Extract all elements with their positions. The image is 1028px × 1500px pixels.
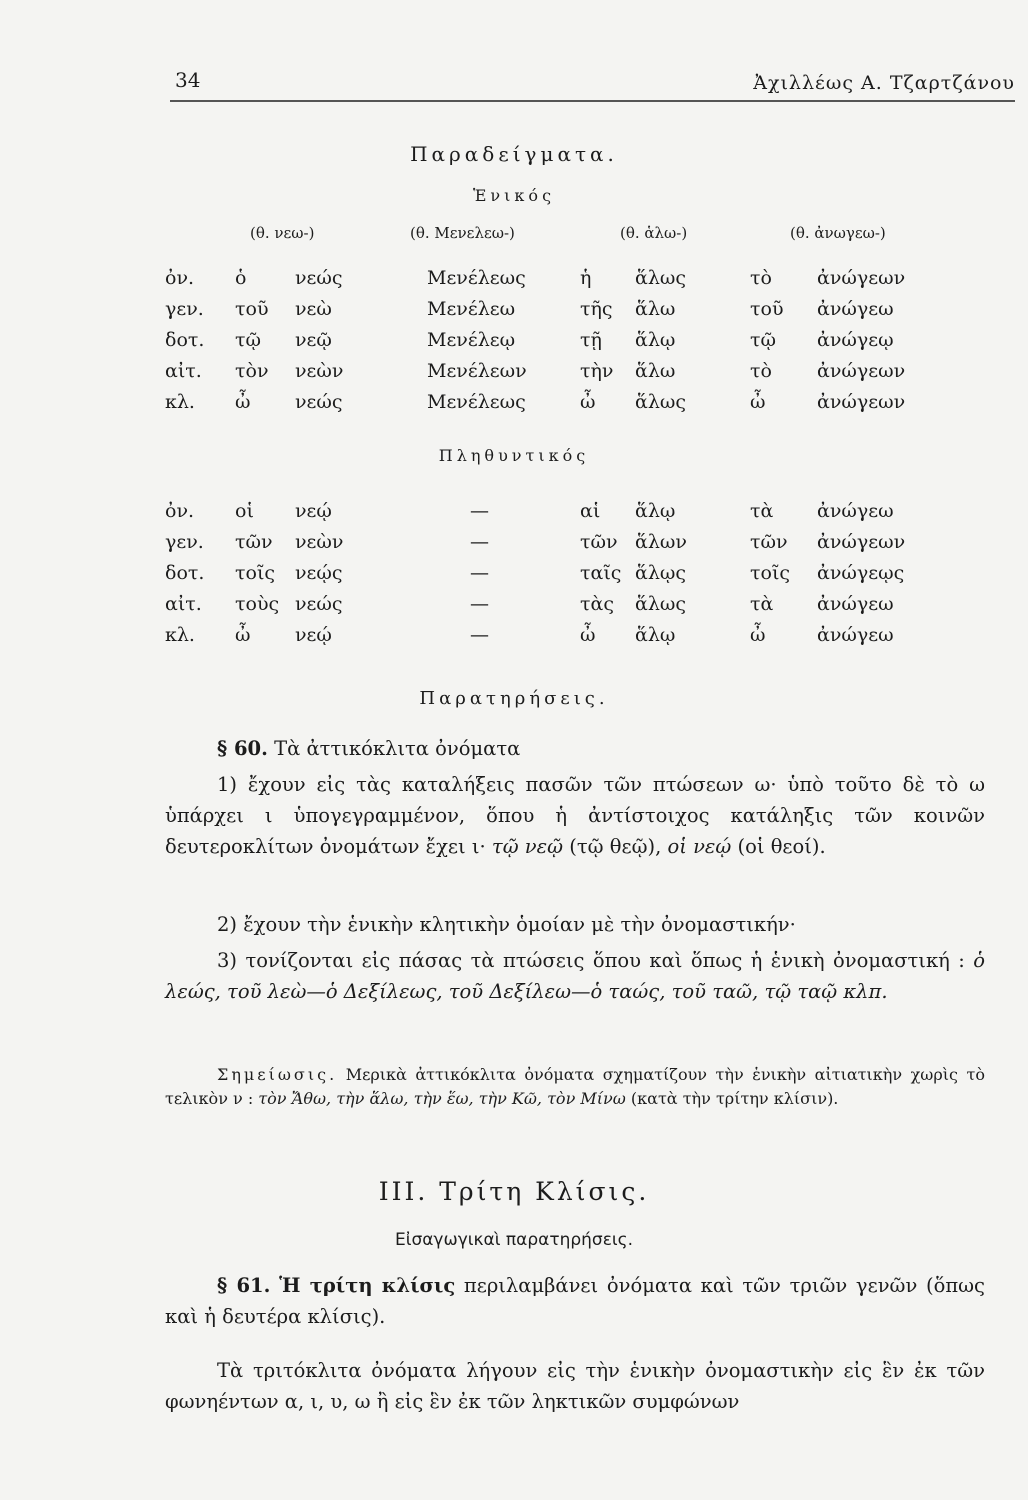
article: ὦ (580, 391, 596, 413)
table-row (165, 624, 965, 655)
section-heading-text: Ἡ τρίτη κλίσις (279, 1274, 456, 1297)
article: οἱ (235, 500, 254, 522)
stem-label: (θ. ἀνωγεω-) (790, 224, 886, 242)
word-form: νεὼν (295, 531, 344, 553)
article: ὦ (580, 624, 596, 646)
stem-label: (θ. νεω-) (250, 224, 315, 242)
article: τὸ (750, 360, 772, 382)
dash: — (470, 562, 489, 584)
singular-title: Ἑνικός (472, 186, 556, 205)
example-text: οἱ νεῴ (667, 835, 732, 858)
table-row (165, 562, 965, 593)
word-form: ἀνώγεῳ (817, 329, 894, 351)
article: ταῖς (580, 562, 622, 584)
word-form: ἀνώγεων (817, 267, 906, 289)
case-label: δοτ. (165, 562, 205, 584)
table-row (165, 267, 965, 298)
article: τῆς (580, 298, 613, 320)
example-text: ὁ λεώς, τοῦ λεὼ—ὁ Δεξίλεως, τοῦ Δεξίλεω—ὁ ταώς, τοῦ ταῶ, τῷ ταῷ κλπ. (165, 949, 986, 1003)
case-label: κλ. (165, 391, 195, 413)
case-label: ὀν. (165, 267, 195, 289)
article: τῇ (580, 329, 602, 351)
plural-table (165, 500, 965, 655)
article: τὰ (750, 500, 774, 522)
running-head: Ἀχιλλέως Α. Τζαρτζάνου (753, 72, 1015, 94)
article: τοῖς (750, 562, 791, 584)
stem-label: (θ. ἁλω-) (620, 224, 688, 242)
note-label: Σημείωσις. (217, 1065, 338, 1084)
word-form: ἅλως (635, 391, 687, 413)
article: ἡ (580, 267, 592, 289)
stem-label: (θ. Μενελεω-) (410, 224, 515, 242)
word-form: ἅλῳ (635, 624, 676, 646)
word-form: νεῴ (295, 500, 332, 522)
section-61-paragraph-2: Τὰ τριτόκλιτα ὀνόματα λήγουν εἰς τὴν ἑνικὴν ὀνομαστικὴν εἰς ἓν ἐκ τῶν φωνηέντων α, ι, υ, ω ἢ εἰς ἓν ἐκ τῶν ληκτικῶν συμφώνων (165, 1359, 985, 1413)
article: ὦ (235, 624, 251, 646)
section-heading-text: Τὰ ἀττικόκλιτα ὀνόματα (274, 737, 521, 760)
article: τοῦ (235, 298, 269, 320)
section-60-heading (165, 733, 985, 764)
table-row (165, 500, 965, 531)
case-label: ὀν. (165, 500, 195, 522)
word-form: ἅλῳ (635, 329, 676, 351)
case-label: δοτ. (165, 329, 205, 351)
word-form: ἀνώγεω (817, 624, 894, 646)
table-row (165, 531, 965, 562)
article: τὸν (235, 360, 269, 382)
word-form: ἀνώγεω (817, 298, 894, 320)
word-form: ἅλῳ (635, 500, 676, 522)
section-number: § 61. (217, 1274, 271, 1297)
dash: — (470, 624, 489, 646)
case-label: γεν. (165, 531, 204, 553)
dash: — (470, 500, 489, 522)
singular-table (165, 267, 965, 422)
word-form: ἅλως (635, 267, 687, 289)
word-form: Μενέλεω (427, 298, 516, 320)
word-form: νεὼ (295, 298, 332, 320)
table-row (165, 298, 965, 329)
table-row (165, 391, 965, 422)
section-61-paragraph (165, 1270, 985, 1332)
article: τὸ (750, 267, 772, 289)
case-label: γεν. (165, 298, 204, 320)
paragraph-text: περιλαμβάνει ὀνόματα καὶ τῶν τριῶν γενῶν (ὅπως καὶ ἡ δευτέρα κλίσις). (165, 1274, 985, 1328)
paragraph-text: (οἱ θεοί). (737, 835, 826, 858)
word-form: ἅλω (635, 298, 676, 320)
article: ὁ (235, 267, 247, 289)
word-form: νεῴ (295, 624, 332, 646)
section-60-point-1 (165, 769, 985, 862)
table-row (165, 360, 965, 391)
case-label: αἰτ. (165, 593, 202, 615)
word-form: νεώς (295, 391, 343, 413)
case-label: αἰτ. (165, 360, 202, 382)
note-block (165, 1063, 985, 1111)
note-text: (κατὰ τὴν τρίτην κλίσιν). (630, 1089, 839, 1108)
examples-title: Παραδείγματα. (410, 142, 618, 166)
word-form: νεῴς (295, 562, 343, 584)
observations-title: Παρατηρήσεις. (419, 688, 609, 709)
dash: — (470, 593, 489, 615)
word-form: ἅλω (635, 360, 676, 382)
word-form: ἅλων (635, 531, 687, 553)
article: τὰ (750, 593, 774, 615)
section-number: § 60. (217, 737, 268, 760)
plural-title: Πληθυντικός (438, 446, 590, 465)
word-form: νεώς (295, 593, 343, 615)
article: ὦ (235, 391, 251, 413)
article: τοῦ (750, 298, 784, 320)
article: τὰς (580, 593, 614, 615)
word-form: ἅλῳς (635, 562, 687, 584)
word-form: ἀνώγεω (817, 500, 894, 522)
word-form: νεώς (295, 267, 343, 289)
table-row (165, 329, 965, 360)
word-form: νεῷ (295, 329, 332, 351)
paragraph-text: (τῷ θεῷ), (569, 835, 662, 858)
article: τῶν (750, 531, 788, 553)
word-form: νεὼν (295, 360, 344, 382)
example-text: τὸν Ἄθω, τὴν ἅλω, τὴν ἕω, τὴν Κῶ, τὸν Μίνω (258, 1089, 626, 1108)
article: αἱ (580, 500, 601, 522)
chapter-subtitle: Εἰσαγωγικαὶ παρατηρήσεις. (394, 1230, 634, 1250)
section-60-point-3 (165, 945, 985, 1007)
article: τοὺς (235, 593, 280, 615)
article: ὦ (750, 624, 766, 646)
word-form: ἀνώγεων (817, 531, 906, 553)
article: τοῖς (235, 562, 276, 584)
case-label: κλ. (165, 624, 195, 646)
article: τὴν (580, 360, 614, 382)
word-form: Μενέλεων (427, 360, 527, 382)
word-form: ἀνώγεῳς (817, 562, 905, 584)
word-form: ἀνώγεων (817, 360, 906, 382)
article: τῶν (580, 531, 618, 553)
example-text: τῷ νεῷ (491, 835, 564, 858)
article: τῶν (235, 531, 273, 553)
note-text: Μερικὰ ἀττικόκλιτα ὀνόματα σχηματίζουν τὴν ἑνικὴν αἰτιατικὴν χωρὶς τὸ τελικὸν ν : (165, 1065, 986, 1108)
stem-labels (165, 224, 965, 250)
page-header (175, 68, 1015, 102)
word-form: ἀνώγεω (817, 593, 894, 615)
dash: — (470, 531, 489, 553)
word-form: ἅλως (635, 593, 687, 615)
word-form: Μενέλεως (427, 267, 526, 289)
article: τῷ (235, 329, 262, 351)
chapter-title: III. Τρίτη Κλίσις. (378, 1177, 650, 1206)
paragraph-text: 3) τονίζονται εἰς πάσας τὰ πτώσεις ὅπου καὶ ὅπως ἡ ἑνικὴ ὀνομαστική : (217, 949, 965, 972)
section-60-point-2: 2) ἔχουν τὴν ἑνικὴν κλητικὴν ὁμοίαν μὲ τὴν ὀνομαστικήν· (217, 913, 796, 936)
table-row (165, 593, 965, 624)
paragraph-text: 1) ἔχουν εἰς τὰς καταλήξεις πασῶν τῶν πτώσεων ω· ὑπὸ τοῦτο δὲ τὸ ω ὑπάρχει ι ὑπογεγραμμένον, ὅπου ἡ ἀντίστοιχος κατάληξις τῶν κοινῶν δευτεροκλίτων ὀνομάτων ἔχει ι· (165, 773, 985, 858)
article: ὦ (750, 391, 766, 413)
word-form: ἀνώγεων (817, 391, 906, 413)
header-rule (170, 100, 1015, 102)
word-form: Μενέλεως (427, 391, 526, 413)
page-number: 34 (175, 68, 201, 92)
word-form: Μενέλεῳ (427, 329, 516, 351)
article: τῷ (750, 329, 777, 351)
